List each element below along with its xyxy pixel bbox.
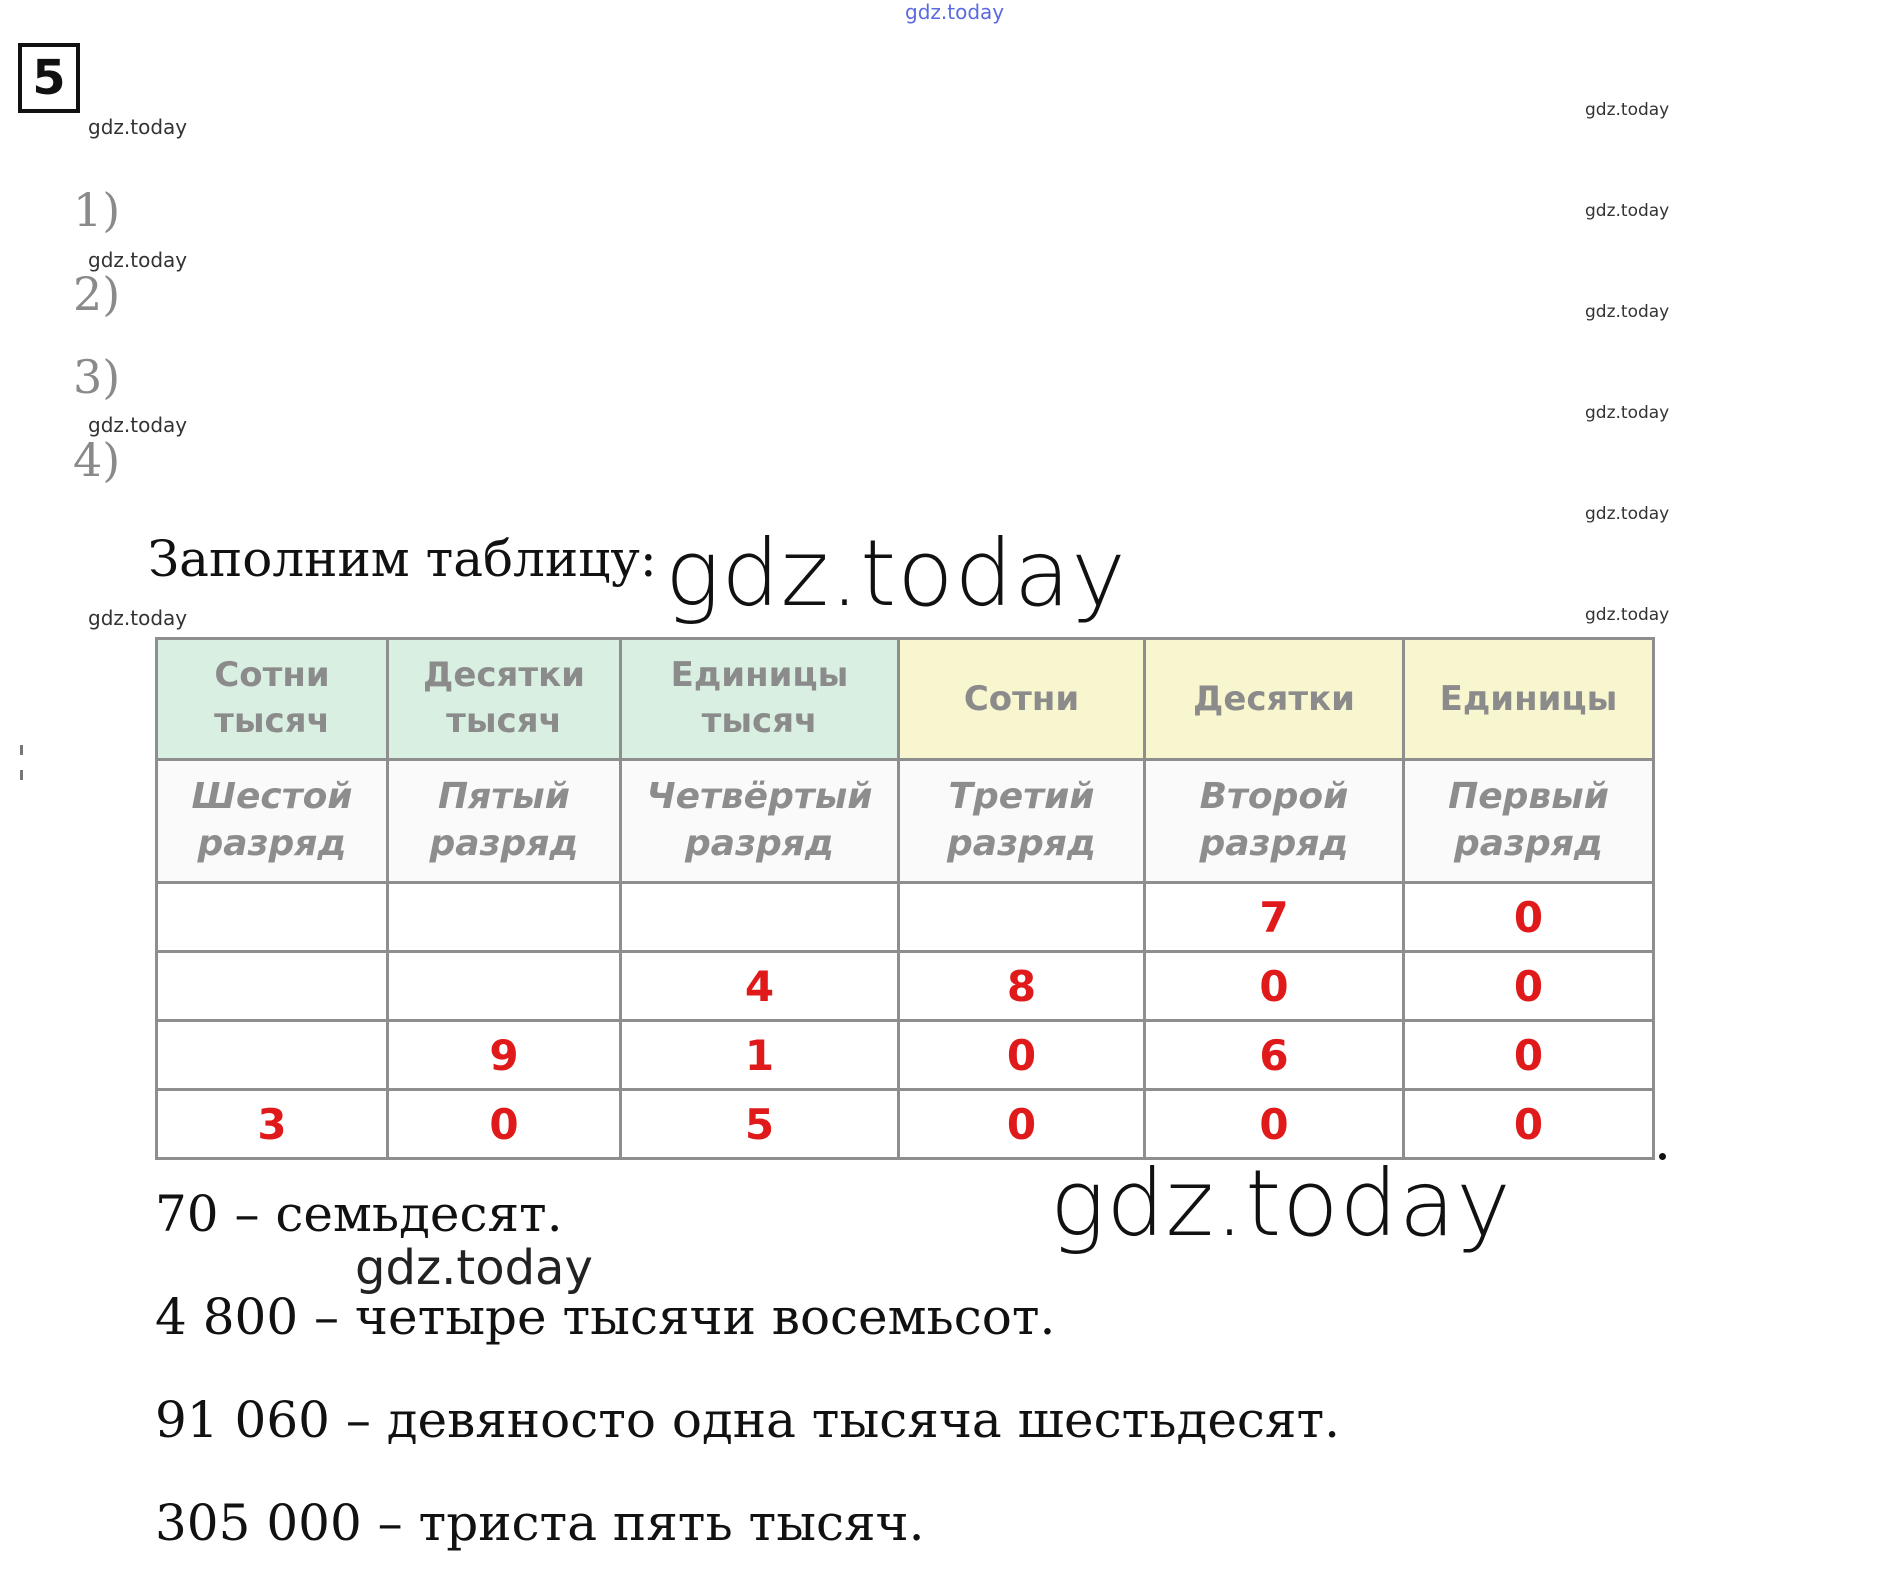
table-row bbox=[157, 883, 1654, 952]
digit-cell: 7 bbox=[1145, 883, 1404, 952]
table-header-row bbox=[157, 639, 1654, 760]
scan-mark bbox=[20, 770, 23, 780]
watermark-right: gdz.today bbox=[1585, 201, 1670, 221]
table-row bbox=[157, 952, 1654, 1021]
item-number: 2) bbox=[73, 267, 121, 321]
watermark-medium: gdz.today bbox=[355, 1240, 593, 1296]
digit-cell: 1 bbox=[621, 1021, 899, 1090]
watermark-left: gdz.today bbox=[88, 115, 188, 139]
header-hundred-thousands: Сотни тысяч bbox=[157, 639, 388, 760]
digit-cell: 0 bbox=[1145, 952, 1404, 1021]
watermark-top: gdz.today bbox=[905, 0, 1005, 24]
place-value-table bbox=[155, 637, 1655, 1160]
digit-cell bbox=[621, 883, 899, 952]
rank-cell: Первый разряд bbox=[1404, 760, 1654, 883]
digit-cell: 0 bbox=[1145, 1090, 1404, 1159]
watermark-left: gdz.today bbox=[88, 413, 188, 437]
table-row bbox=[157, 1090, 1654, 1159]
watermark-right: gdz.today bbox=[1585, 302, 1670, 322]
watermark-right: gdz.today bbox=[1585, 403, 1670, 423]
digit-cell: 0 bbox=[1404, 952, 1654, 1021]
rank-cell: Пятый разряд bbox=[388, 760, 621, 883]
digit-cell bbox=[157, 952, 388, 1021]
digit-cell: 3 bbox=[157, 1090, 388, 1159]
item-number: 3) bbox=[73, 350, 121, 404]
watermark-left: gdz.today bbox=[88, 606, 188, 630]
watermark-right: gdz.today bbox=[1585, 605, 1670, 625]
rank-cell: Шестой разряд bbox=[157, 760, 388, 883]
watermark-left: gdz.today bbox=[88, 248, 188, 272]
scan-mark bbox=[20, 745, 23, 755]
digit-cell bbox=[157, 883, 388, 952]
digit-cell: 9 bbox=[388, 1021, 621, 1090]
digit-cell: 0 bbox=[899, 1090, 1145, 1159]
answer-line: 91 060 – девяносто одна тысяча шестьдесят. bbox=[155, 1391, 1341, 1449]
table-row bbox=[157, 1021, 1654, 1090]
digit-cell: 4 bbox=[621, 952, 899, 1021]
digit-cell: 0 bbox=[1404, 883, 1654, 952]
header-ten-thousands: Десятки тысяч bbox=[388, 639, 621, 760]
header-thousands: Единицы тысяч bbox=[621, 639, 899, 760]
rank-cell: Третий разряд bbox=[899, 760, 1145, 883]
digit-cell: 0 bbox=[388, 1090, 621, 1159]
watermark-large: gdz.today bbox=[1050, 1150, 1512, 1257]
item-number: 1) bbox=[73, 183, 121, 237]
stray-dot bbox=[1659, 1153, 1666, 1160]
digit-cell: 6 bbox=[1145, 1021, 1404, 1090]
problem-number: 5 bbox=[18, 43, 80, 113]
header-tens: Десятки bbox=[1145, 639, 1404, 760]
digit-cell bbox=[388, 952, 621, 1021]
table-heading: Заполним таблицу: bbox=[148, 530, 657, 588]
digit-cell: 0 bbox=[1404, 1090, 1654, 1159]
digit-cell bbox=[899, 883, 1145, 952]
answer-line: 70 – семьдесят. bbox=[155, 1185, 563, 1243]
digit-cell bbox=[157, 1021, 388, 1090]
header-units: Единицы bbox=[1404, 639, 1654, 760]
digit-cell bbox=[388, 883, 621, 952]
watermark-right: gdz.today bbox=[1585, 504, 1670, 524]
header-hundreds: Сотни bbox=[899, 639, 1145, 760]
digit-cell: 0 bbox=[1404, 1021, 1654, 1090]
watermark-right: gdz.today bbox=[1585, 100, 1670, 120]
digit-cell: 5 bbox=[621, 1090, 899, 1159]
rank-cell: Второй разряд bbox=[1145, 760, 1404, 883]
answer-line: 305 000 – триста пять тысяч. bbox=[155, 1494, 925, 1552]
digit-cell: 8 bbox=[899, 952, 1145, 1021]
digit-cell: 0 bbox=[899, 1021, 1145, 1090]
item-number: 4) bbox=[73, 433, 121, 487]
watermark-large: gdz.today bbox=[665, 520, 1127, 627]
answer-line: 4 800 – четыре тысячи восемьсот. bbox=[155, 1288, 1056, 1346]
table-rank-row bbox=[157, 760, 1654, 883]
rank-cell: Четвёртый разряд bbox=[621, 760, 899, 883]
